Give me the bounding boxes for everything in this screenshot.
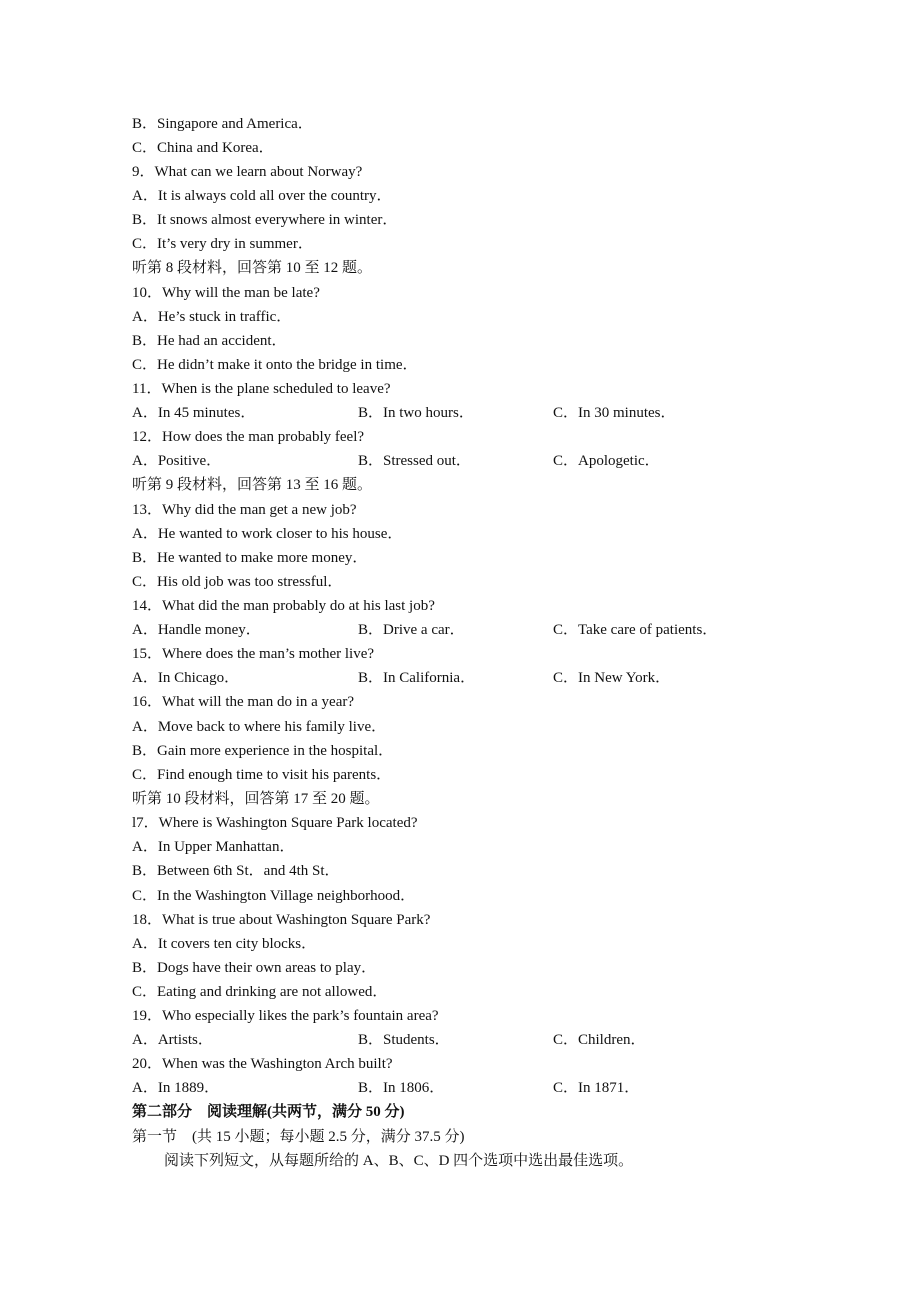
- option-a: A．In 45 minutes．: [132, 405, 256, 421]
- option-line: B．Singapore and America．: [132, 116, 313, 132]
- question-line: 13．Why did the man get a new job?: [132, 502, 357, 518]
- option-c: C．In New York．: [553, 670, 671, 686]
- option-line: C．It’s very dry in summer．: [132, 236, 313, 252]
- option-line: A．In Upper Manhattan．: [132, 839, 295, 855]
- section-instruction: 听第 9 段材料，回答第 13 至 16 题。: [132, 477, 373, 493]
- option-line: B．He wanted to make more money．: [132, 550, 368, 566]
- option-c: C．Take care of patients．: [553, 622, 718, 638]
- option-a: A．Handle money．: [132, 622, 261, 638]
- question-line: 19．Who especially likes the park’s fountain area?: [132, 1008, 439, 1024]
- option-a: A．In Chicago．: [132, 670, 240, 686]
- question-line: 12．How does the man probably feel?: [132, 429, 365, 445]
- option-line: A．He wanted to work closer to his house．: [132, 526, 403, 542]
- option-c: C．In 30 minutes．: [553, 405, 676, 421]
- option-line: B．It snows almost everywhere in winter．: [132, 212, 398, 228]
- question-line: 14．What did the man probably do at his last job?: [132, 598, 435, 614]
- option-line: A．Move back to where his family live．: [132, 719, 387, 735]
- option-line: B．Gain more experience in the hospital．: [132, 743, 394, 759]
- question-line: 16．What will the man do in a year?: [132, 694, 355, 710]
- option-line: C．China and Korea．: [132, 140, 274, 156]
- option-line: A．It is always cold all over the country．: [132, 188, 392, 204]
- option-line: B．Between 6th St．and 4th St．: [132, 863, 340, 879]
- option-b: B．Students．: [358, 1032, 450, 1048]
- option-a: A．Artists．: [132, 1032, 213, 1048]
- option-b: B．Stressed out．: [358, 453, 471, 469]
- option-line: A．It covers ten city blocks．: [132, 936, 317, 952]
- option-b: B．In two hours．: [358, 405, 474, 421]
- option-c: C．Apologetic．: [553, 453, 660, 469]
- option-c: C．In 1871．: [553, 1080, 640, 1096]
- question-line: 11．When is the plane scheduled to leave?: [132, 381, 391, 397]
- reading-instruction: 阅读下列短文，从每题所给的 A、B、C、D 四个选项中选出最佳选项。: [164, 1153, 634, 1169]
- options-row: [132, 618, 718, 642]
- question-line: l7．Where is Washington Square Park located?: [132, 815, 418, 831]
- section-instruction: 听第 10 段材料，回答第 17 至 20 题。: [132, 791, 380, 807]
- options-row: [132, 666, 671, 690]
- question-line: 15．Where does the man’s mother live?: [132, 646, 375, 662]
- question-line: 20．When was the Washington Arch built?: [132, 1056, 393, 1072]
- options-row: [132, 401, 676, 425]
- option-line: B．Dogs have their own areas to play．: [132, 960, 377, 976]
- option-line: B．He had an accident．: [132, 333, 287, 349]
- option-b: B．Drive a car．: [358, 622, 465, 638]
- option-line: C．In the Washington Village neighborhood．: [132, 888, 416, 904]
- section-instruction: 听第 8 段材料，回答第 10 至 12 题。: [132, 260, 373, 276]
- option-line: C．Find enough time to visit his parents．: [132, 767, 392, 783]
- part-heading: 第二部分 阅读理解(共两节，满分 50 分): [132, 1104, 405, 1120]
- option-b: B．In California．: [358, 670, 476, 686]
- options-row: [132, 449, 660, 473]
- question-line: 10．Why will the man be late?: [132, 285, 320, 301]
- question-line: 18．What is true about Washington Square Park?: [132, 912, 431, 928]
- option-line: A．He’s stuck in traffic．: [132, 309, 292, 325]
- option-a: A．In 1889．: [132, 1080, 220, 1096]
- section-heading: 第一节 (共 15 小题；每小题 2.5 分，满分 37.5 分): [132, 1129, 465, 1145]
- option-c: C．Children．: [553, 1032, 646, 1048]
- option-b: B．In 1806．: [358, 1080, 445, 1096]
- option-line: C．His old job was too stressful．: [132, 574, 343, 590]
- question-line: 9．What can we learn about Norway?: [132, 164, 363, 180]
- option-a: A．Positive．: [132, 453, 222, 469]
- option-line: C．He didn’t make it onto the bridge in time．: [132, 357, 418, 373]
- option-line: C．Eating and drinking are not allowed．: [132, 984, 388, 1000]
- options-row: [132, 1076, 640, 1100]
- options-row: [132, 1028, 646, 1052]
